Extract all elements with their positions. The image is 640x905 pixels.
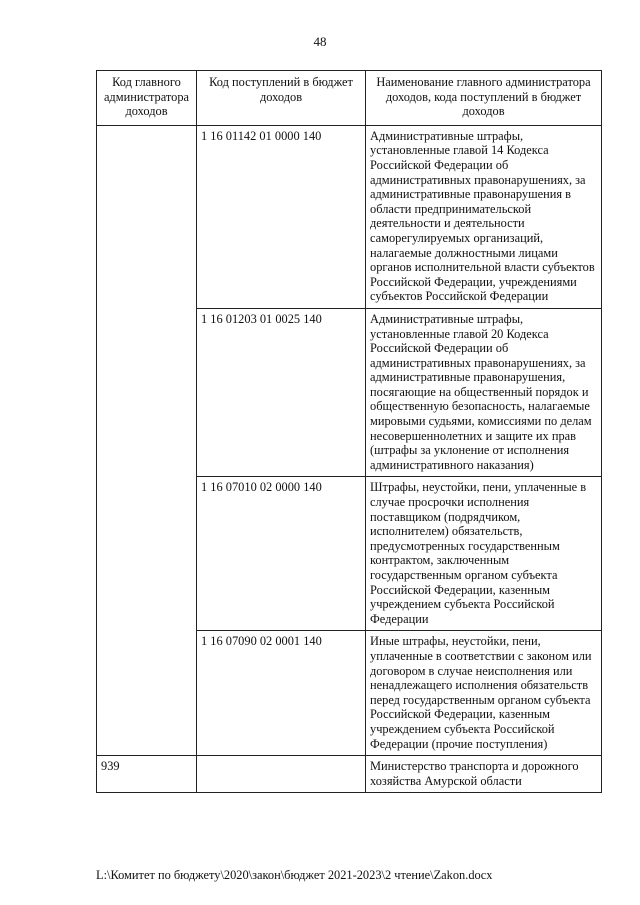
admin-code-cell: 939 xyxy=(97,756,197,793)
page-number: 48 xyxy=(313,34,327,49)
footer-file-path: L:\Комитет по бюджету\2020\закон\бюджет 2021-2023\2 чтение\Zakon.docx xyxy=(96,868,493,882)
revenue-codes-table xyxy=(96,70,602,793)
admin-code-cell xyxy=(97,125,197,755)
revenue-code-cell: 1 16 01203 01 0025 140 xyxy=(197,308,366,477)
table-header-row xyxy=(97,71,602,126)
header-admin-code: Код главного администратора доходов xyxy=(97,71,197,126)
revenue-name-cell: Административные штрафы, установленные главой 20 Кодекса Российской Федерации об административных правонарушениях, за административные правонарушения, посягающие на общественный порядок и общественную безопасность, налагаемые мировыми судьями, комиссиями по делам несовершеннолетних и защите их прав (штрафы за уклонение от исполнения административного наказания) xyxy=(366,308,602,477)
revenue-code-cell xyxy=(197,756,366,793)
revenue-code-cell: 1 16 07010 02 0000 140 xyxy=(197,477,366,631)
revenue-code-cell: 1 16 01142 01 0000 140 xyxy=(197,125,366,308)
header-revenue-code: Код поступлений в бюджет доходов xyxy=(197,71,366,126)
table-row xyxy=(97,125,602,308)
table-row xyxy=(97,756,602,793)
revenue-name-cell: Административные штрафы, установленные главой 14 Кодекса Российской Федерации об административных правонарушениях, за административные правонарушения в области предпринимательской деятельности и деятельности саморегулируемых организаций, налагаемые должностными лицами органов исполнительной власти субъектов Российской Федерации, учреждениями субъектов Российской Федерации xyxy=(366,125,602,308)
revenue-name-cell: Иные штрафы, неустойки, пени, уплаченные в соответствии с законом или договором в случае неисполнения или ненадлежащего исполнения обязательств перед государственным органом субъекта Российской Федерации, казенным учреждением субъекта Российской Федерации (прочие поступления) xyxy=(366,631,602,756)
header-name: Наименование главного администратора доходов, кода поступлений в бюджет доходов xyxy=(366,71,602,126)
revenue-code-cell: 1 16 07090 02 0001 140 xyxy=(197,631,366,756)
revenue-name-cell: Штрафы, неустойки, пени, уплаченные в случае просрочки исполнения поставщиком (подрядчиком, исполнителем) обязательств, предусмотренных государственным контрактом, заключенным государственным органом субъекта Российской Федерации, казенным учреждением субъекта Российской Федерации xyxy=(366,477,602,631)
revenue-name-cell: Министерство транспорта и дорожного хозяйства Амурской области xyxy=(366,756,602,793)
